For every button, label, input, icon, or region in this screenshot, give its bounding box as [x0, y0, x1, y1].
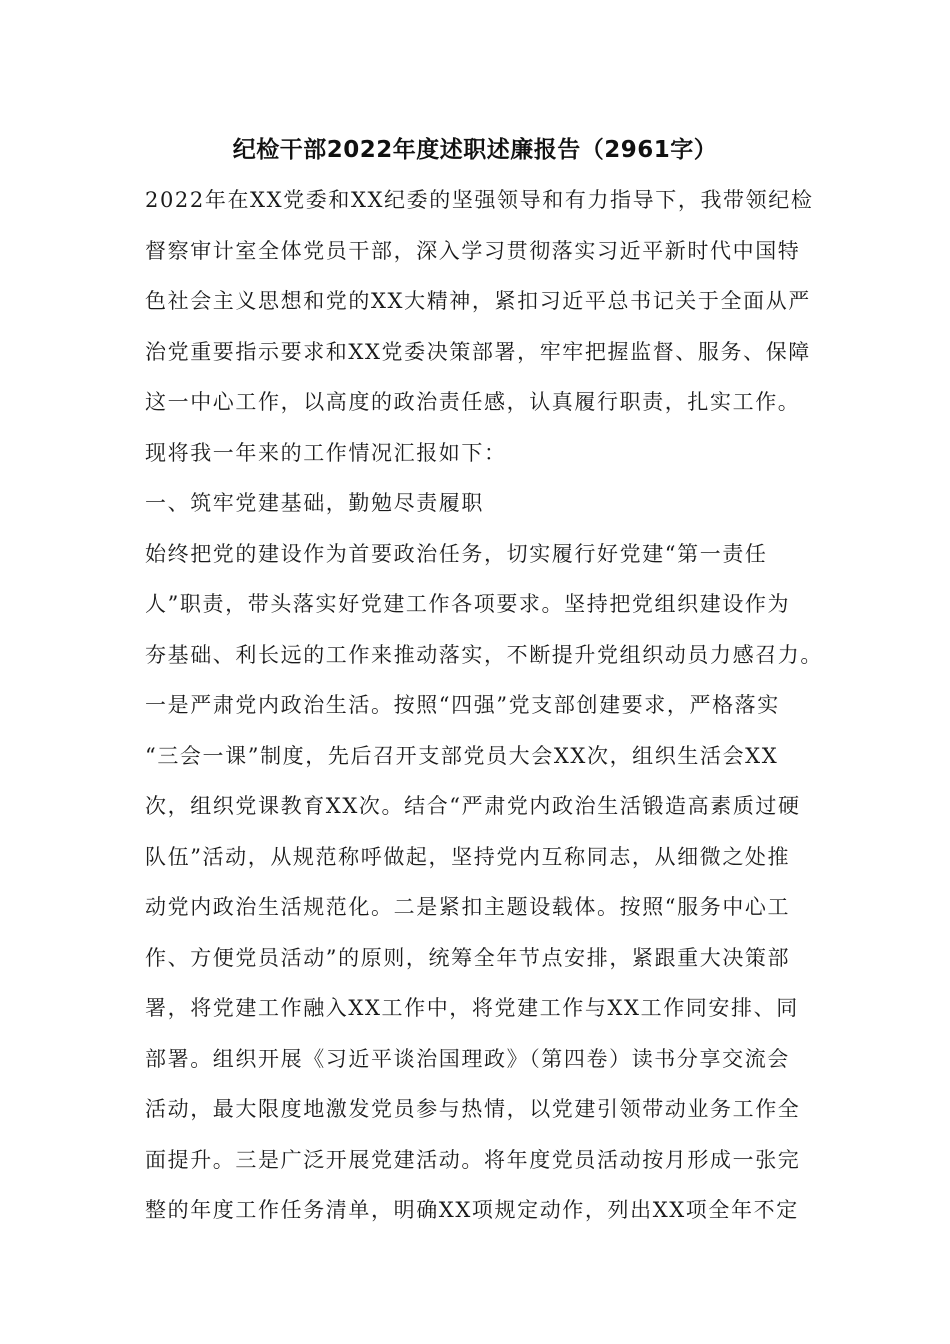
body-line: 2022年在XX党委和XX纪委的坚强领导和有力指导下，我带领纪检 — [145, 188, 814, 212]
body-line: 署，将党建工作融入XX工作中，将党建工作与XX工作同安排、同 — [145, 996, 799, 1020]
body-line: 治党重要指示要求和XX党委决策部署，牢牢把握监督、服务、保障 — [145, 339, 811, 364]
body-line: 部署。组织开展《习近平谈治国理政》（第四卷）读书分享交流会 — [145, 1046, 790, 1071]
body-line: 队伍”活动，从规范称呼做起，坚持党内互称同志，从细微之处推 — [145, 844, 791, 869]
body-line: 一是严肃党内政治生活。按照“四强”党支部创建要求，严格落实 — [145, 693, 780, 717]
body-line: 现将我一年来的工作情况汇报如下： — [145, 440, 507, 465]
document-title: 纪检干部2022年度述职述廉报告（2961字） — [232, 137, 718, 163]
body-line: 色社会主义思想和党的XX大精神，紧扣习近平总书记关于全面从严 — [145, 289, 811, 313]
body-line: 人”职责，带头落实好党建工作各项要求。坚持把党组织建设作为 — [145, 592, 791, 616]
section-heading: 一、筑牢党建基础，勤勉尽责履职 — [145, 491, 484, 515]
body-line: 督察审计室全体党员干部，深入学习贯彻落实习近平新时代中国特 — [145, 238, 801, 263]
body-line: 活动，最大限度地激发党员参与热情，以党建引领带动业务工作全 — [145, 1097, 801, 1121]
body-line: 夯基础、利长远的工作来推动落实，不断提升党组织动员力感召力。 — [145, 642, 823, 667]
body-line: 整的年度工作任务清单，明确XX项规定动作，列出XX项全年不定 — [145, 1198, 799, 1222]
body-line: 这一中心工作，以高度的政治责任感，认真履行职责，扎实工作。 — [145, 390, 801, 414]
body-line: 作、方便党员活动”的原则，统筹全年节点安排，紧跟重大决策部 — [145, 945, 791, 970]
body-line: 次，组织党课教育XX次。结合“严肃党内政治生活锻造高素质过硬 — [145, 794, 801, 818]
body-line: 面提升。三是广泛开展党建活动。将年度党员活动按月形成一张完 — [145, 1147, 801, 1172]
body-line: 始终把党的建设作为首要政治任务，切实履行好党建“第一责任 — [145, 541, 768, 566]
body-line: “三会一课”制度，先后召开支部党员大会XX次，组织生活会XX — [145, 743, 779, 768]
body-line: 动党内政治生活规范化。二是紧扣主题设载体。按照“服务中心工 — [145, 895, 791, 919]
document-body — [145, 180, 823, 1241]
